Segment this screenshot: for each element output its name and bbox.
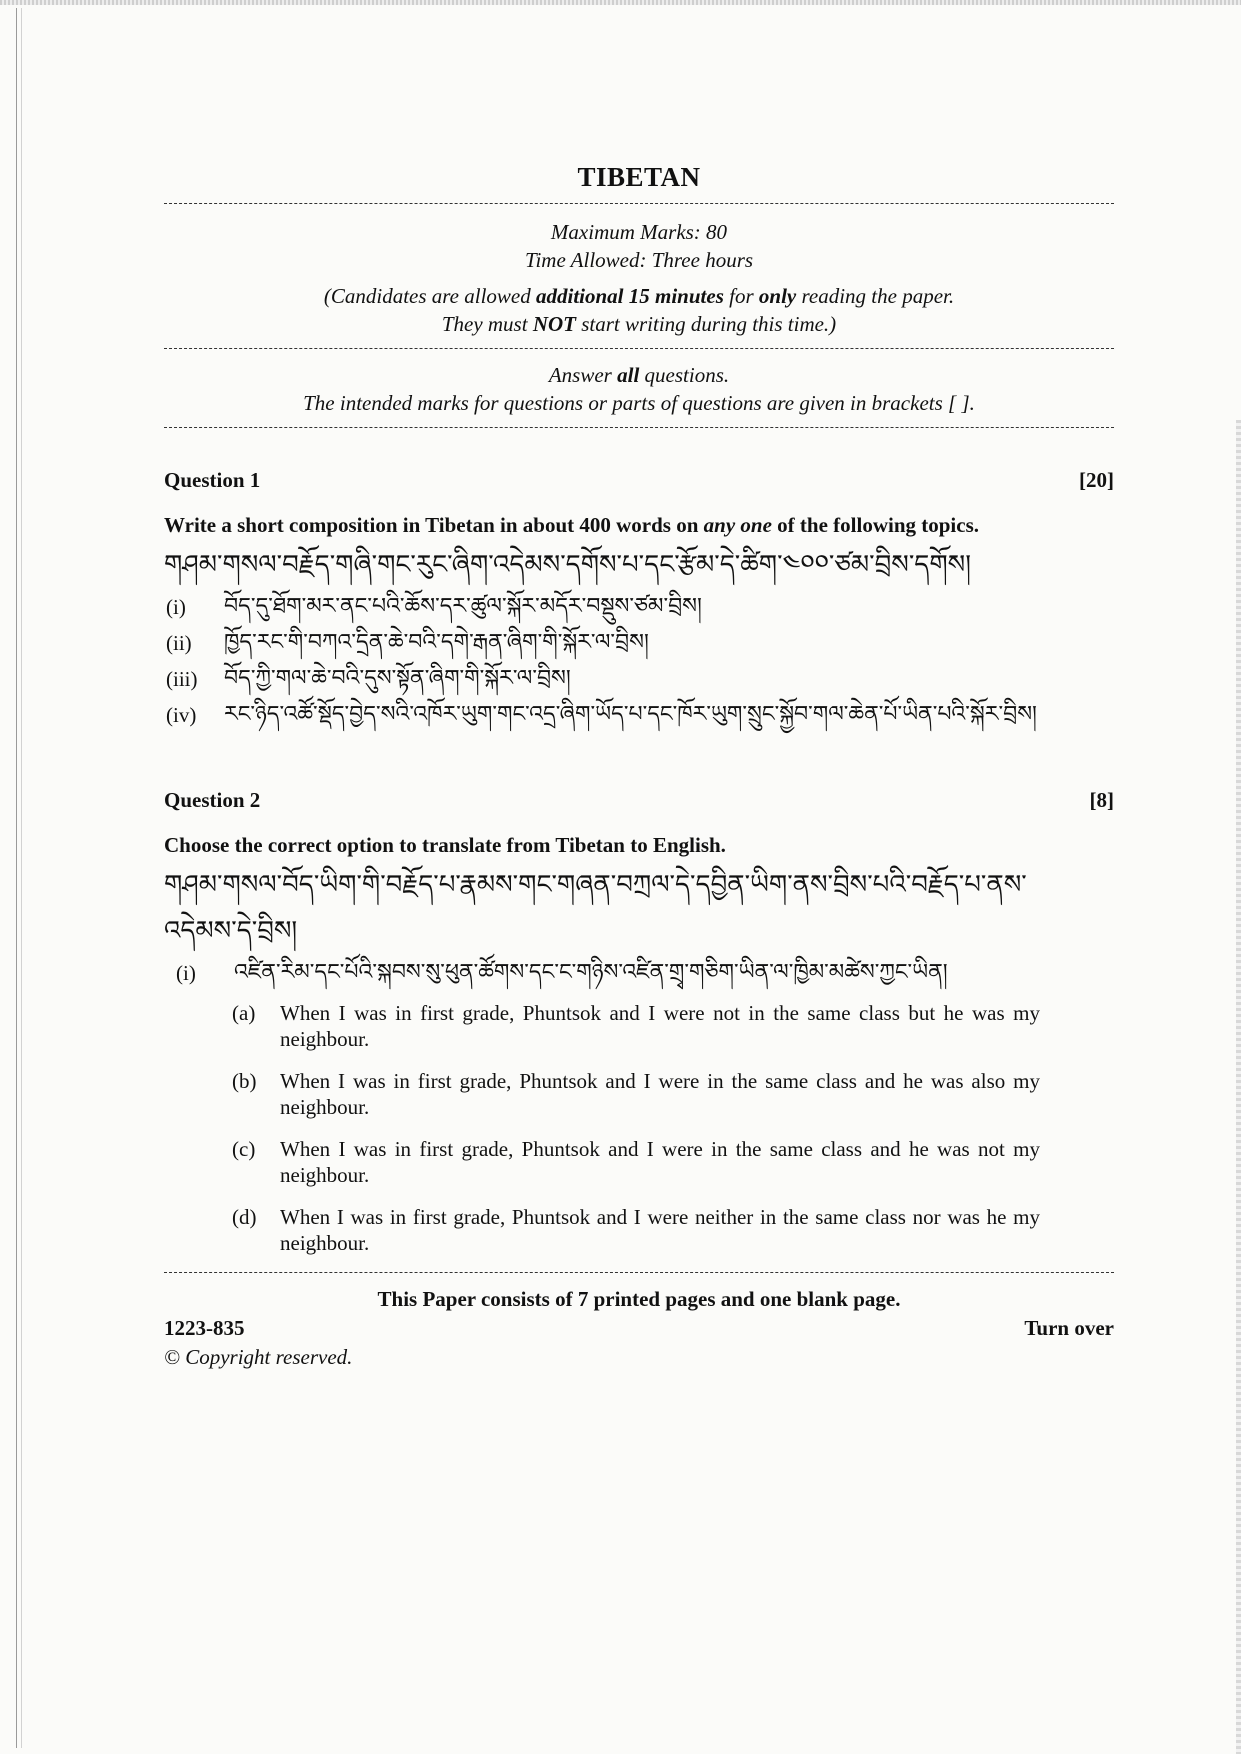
topic-item: (ii) ཁྱོད་རང་གི་བཀའ་དྲིན་ཆེ་བའི་དགེ་རྒན་ཞིག་གི་སྐོར་ལ་བྲིས། — [166, 630, 649, 655]
scan-edge-left-inner — [21, 8, 22, 1748]
question-2-marks: [8] — [1089, 788, 1114, 812]
question-2-instruction: Choose the correct option to translate from Tibetan to English. — [164, 833, 726, 857]
exam-page — [164, 150, 1114, 1370]
pages-note: This Paper consists of 7 printed pages and one blank page. — [377, 1287, 901, 1311]
time-allowed: Time Allowed: Three hours — [524, 248, 754, 272]
paper-title: TIBETAN — [577, 162, 701, 192]
reading-time-note-line2: They must NOT start writing during this time.) — [441, 312, 837, 336]
topic-item: (iii) བོད་ཀྱི་གལ་ཆེ་བའི་དུས་སྟོན་ཞིག་གི་སྐོར་ལ་བྲིས། — [166, 666, 571, 691]
topic-item: (i) བོད་དུ་ཐོག་མར་ནང་པའི་ཆོས་དར་ཚུལ་སྐོར་མདོར་བསྡུས་ཙམ་བྲིས། — [166, 594, 702, 619]
option-a: (a) When I was in first grade, Phuntsok and I were not in the same class but he was my neighbour. — [232, 1001, 1040, 1051]
question-1-label: Question 1 — [164, 468, 261, 492]
question-1-tibetan-instruction: གཤམ་གསལ་བརྗོད་གཞི་གང་རུང་ཞིག་འདེམས་དགོས་པ་དང་རྩོམ་དེ་ཚིག་༤༠༠་ཙམ་བྲིས་དགོས། — [164, 550, 971, 580]
topic-item: (iv) རང་ཉིད་འཚོ་སྡོད་བྱེད་སའི་འཁོར་ཡུག་གང་འདྲ་ཞིག་ཡོད་པ་དང་ཁོར་ཡུག་སྲུང་སྐྱོབ་གལ་ཆེན་པོ་ཡིན་པའི་སྐོར་བྲིས། — [166, 702, 1037, 727]
scan-edge-right — [1236, 420, 1241, 1754]
option-c: (c) When I was in first grade, Phuntsok and I were in the same class and he was not my neighbour. — [232, 1137, 1040, 1187]
question-1-marks: [20] — [1079, 468, 1114, 492]
footer-row — [164, 1316, 1114, 1341]
exam-info — [164, 204, 1114, 348]
question-2-tibetan-instruction: གཤམ་གསལ་བོད་ཡིག་གི་བརྗོད་པ་རྣམས་གང་གཞན་བཀྲལ་དེ་དབྱིན་ཡིག་ནས་བྲིས་པའི་བརྗོད་པ་ནས་འདེམས་དེ་བྲིས། — [164, 870, 1027, 946]
max-marks: Maximum Marks: 80 — [550, 220, 728, 244]
question-2-header — [164, 788, 1114, 813]
footer-divider — [164, 1272, 1114, 1273]
paper-code: 1223-835 — [164, 1316, 245, 1340]
question-2-item: (i) འཛིན་རིམ་དང་པོའི་སྐབས་སུ་ཕུན་ཚོགས་དང་ང་གཉིས་འཛིན་གྲྭ་གཅིག་ཡིན་ལ་ཁྱིམ་མཚེས་ཀྱང་ཡིན། — [176, 960, 948, 985]
header-divider-bottom — [164, 427, 1114, 428]
question-1-header — [164, 468, 1114, 493]
question-1-topics — [164, 590, 1114, 732]
turn-over: Turn over — [1024, 1316, 1114, 1340]
option-d: (d) When I was in first grade, Phuntsok and I were neither in the same class nor was he my neighbour. — [232, 1205, 1040, 1255]
answer-all-note: Answer all questions. — [548, 363, 730, 387]
copyright: © Copyright reserved. — [164, 1345, 353, 1369]
reading-time-note: (Candidates are allowed additional 15 minutes for only reading the paper. — [323, 284, 955, 308]
question-1-instruction: Write a short composition in Tibetan in about 400 words on any one of the following topics. — [164, 513, 979, 537]
answer-options — [232, 1000, 1114, 1256]
scan-edge-left — [16, 8, 17, 1748]
question-2-label: Question 2 — [164, 788, 261, 812]
marks-note: The intended marks for questions or parts of questions are given in brackets [ ]. — [303, 391, 975, 415]
option-b: (b) When I was in first grade, Phuntsok and I were in the same class and he was also my neighbour. — [232, 1069, 1040, 1119]
answer-instructions — [164, 349, 1114, 427]
scan-edge-top — [0, 0, 1241, 5]
